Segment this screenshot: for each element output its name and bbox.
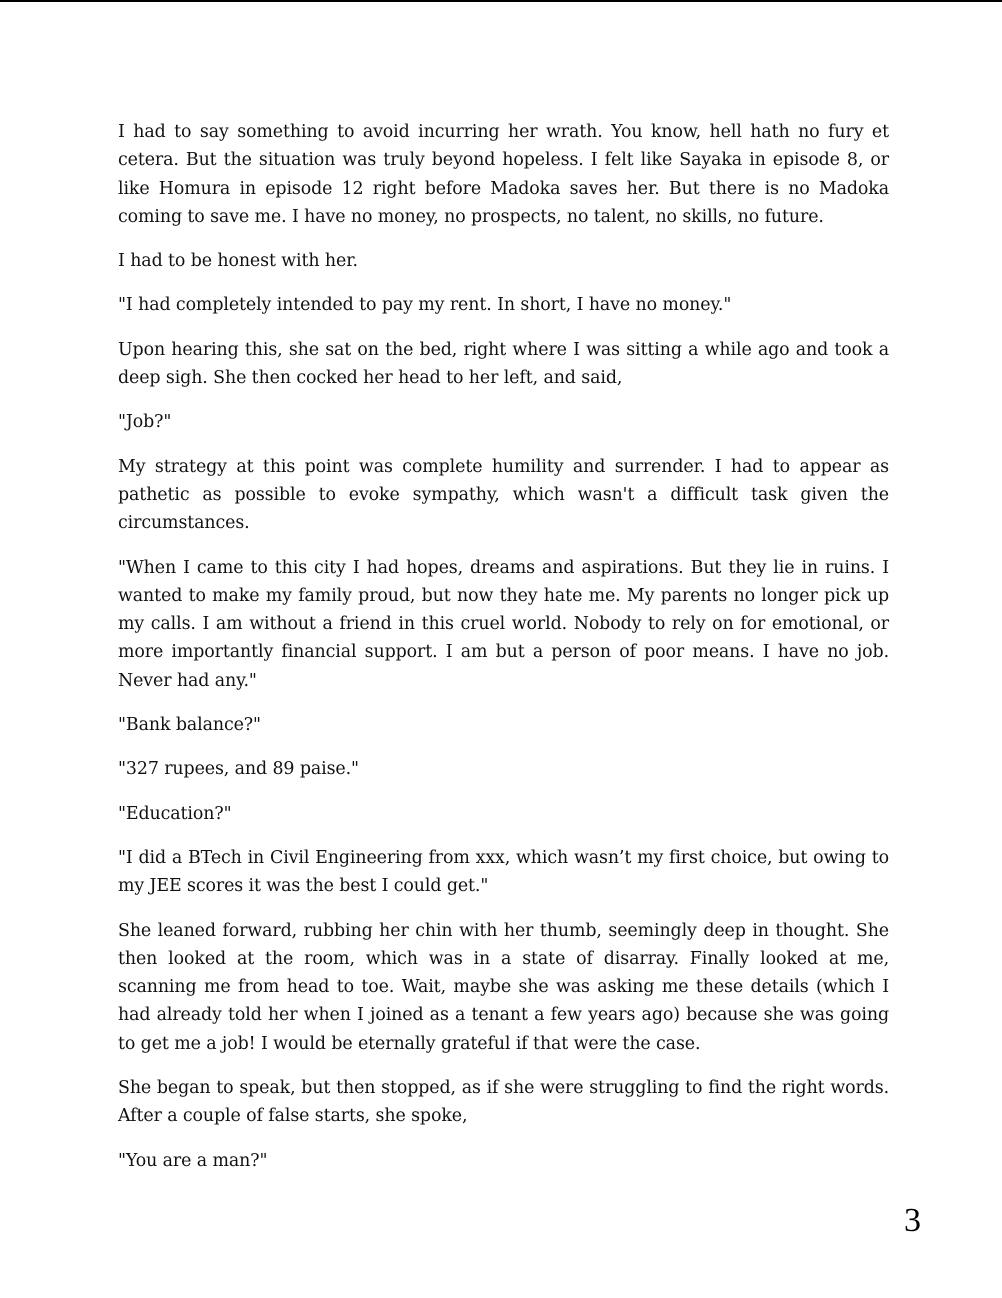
paragraph: She leaned forward, rubbing her chin with her thumb, seemingly deep in thought. She then looked at the room, which was in a state of disarray. Finally looked at me, scanning me from head to toe. Wait, maybe she was asking me these details (which I had already told her when I joined as a tenant a few years ago) because she was going to get me a job! I would be eternally grateful if that were the case.	[118, 920, 889, 1054]
paragraph: "Education?"	[118, 803, 232, 824]
paragraph: "Bank balance?"	[118, 715, 261, 736]
paragraph: Upon hearing this, she sat on the bed, right where I was sitting a while ago and took a deep sigh. She then cocked her head to her left, and said,	[118, 339, 889, 389]
paragraph: My strategy at this point was complete humility and surrender. I had to appear as pathetic as possible to evoke sympathy, which wasn't a difficult task given the circumstances.	[118, 456, 889, 534]
paragraph: I had to be honest with her.	[118, 251, 358, 272]
paragraph: I had to say something to avoid incurring her wrath. You know, hell hath no fury et cetera. But the situation was truly beyond hopeless. I felt like Sayaka in episode 8, or like Homura in episode 12 right before Madoka saves her. But there is no Madoka coming to save me. I have no money, no prospects, no talent, no skills, no future.	[118, 122, 889, 227]
paragraph: "You are a man?"	[118, 1150, 268, 1171]
paragraph: "I had completely intended to pay my rent. In short, I have no money."	[118, 295, 732, 316]
page-number: 3	[904, 1202, 921, 1239]
paragraph: "I did a BTech in Civil Engineering from xxx, which wasn’t my first choice, but owing to my JEE scores it was the best I could get."	[118, 847, 889, 897]
top-border-line	[0, 0, 1002, 2]
paragraph: "When I came to this city I had hopes, dreams and aspirations. But they lie in ruins. I wanted to make my family proud, but now they hate me. My parents no longer pick up my calls. I am without a friend in this cruel world. Nobody to rely on for emotional, or more importantly financial support. I am but a person of poor means. I have no job. Never had any."	[118, 557, 889, 691]
paragraph: "327 rupees, and 89 paise."	[118, 759, 359, 780]
page-body	[118, 118, 889, 1191]
paragraph: She began to speak, but then stopped, as if she were struggling to find the right words. After a couple of false starts, she spoke,	[118, 1078, 889, 1127]
paragraph: "Job?"	[118, 412, 172, 433]
